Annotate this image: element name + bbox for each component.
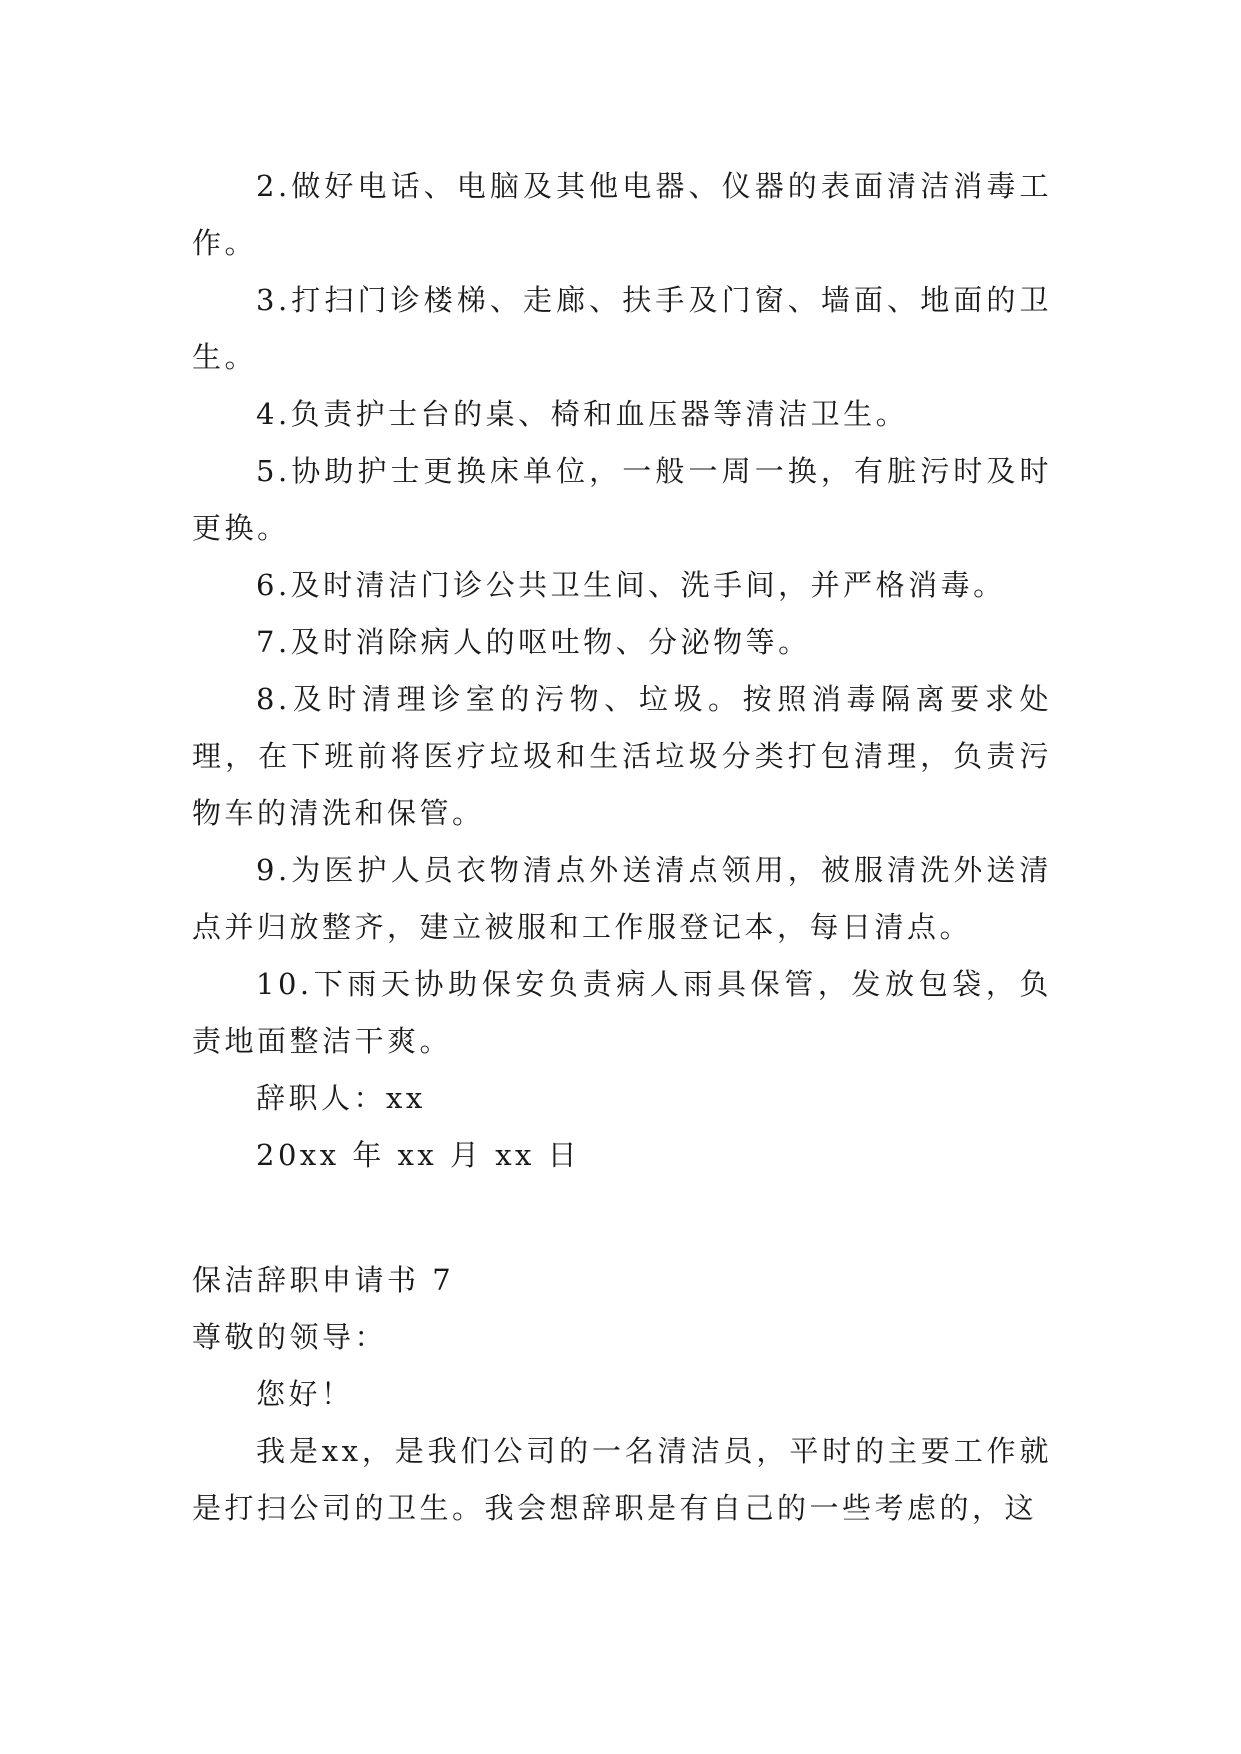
signature-name: 辞职人：xx [256, 1081, 426, 1115]
duty-item-7: 7.及时消除病人的呕吐物、分泌物等。 [256, 625, 811, 659]
document-body [192, 158, 1052, 1537]
duty-item-9: 9.为医护人员衣物清点外送清点领用，被服清洗外送清点并归放整齐，建立被服和工作服登记本，每日清点。 [192, 853, 1052, 944]
duty-item-4: 4.负责护士台的桌、椅和血压器等清洁卫生。 [256, 397, 909, 431]
duty-item-2: 2.做好电话、电脑及其他电器、仪器的表面清洁消毒工作。 [192, 169, 1052, 260]
letter-body: 我是xx，是我们公司的一名清洁员，平时的主要工作就是打扫公司的卫生。我会想辞职是有自己的一些考虑的，这 [192, 1434, 1052, 1525]
signature-date: 20xx 年 xx 月 xx 日 [256, 1138, 581, 1172]
duty-item-3: 3.打扫门诊楼梯、走廊、扶手及门窗、墙面、地面的卫生。 [192, 283, 1052, 374]
greeting: 您好！ [256, 1377, 354, 1411]
duty-item-6: 6.及时清洁门诊公共卫生间、洗手间，并严格消毒。 [256, 568, 1006, 602]
section-spacer [192, 1184, 1052, 1252]
duty-item-8: 8.及时清理诊室的污物、垃圾。按照消毒隔离要求处理，在下班前将医疗垃圾和生活垃圾分类打包清理，负责污物车的清洗和保管。 [192, 682, 1052, 830]
duty-item-10: 10.下雨天协助保安负责病人雨具保管，发放包袋，负责地面整洁干爽。 [192, 967, 1052, 1058]
duty-item-5: 5.协助护士更换床单位，一般一周一换，有脏污时及时更换。 [192, 454, 1052, 545]
section-title: 保洁辞职申请书 7 [192, 1263, 455, 1297]
salutation: 尊敬的领导： [192, 1320, 388, 1354]
